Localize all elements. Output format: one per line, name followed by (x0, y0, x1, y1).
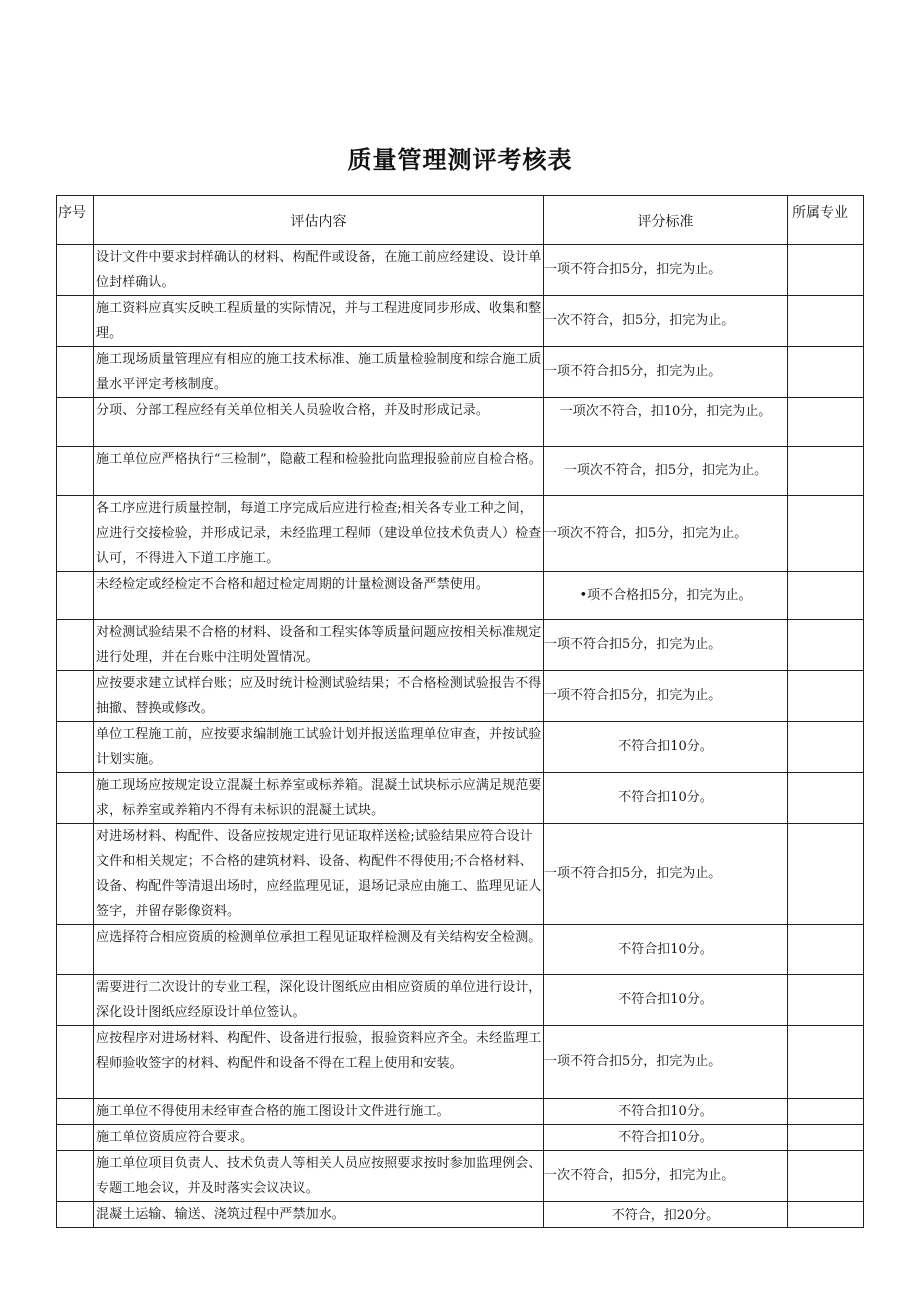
major-cell (788, 773, 864, 824)
standard-cell: 不符合扣10分。 (544, 1125, 788, 1151)
major-cell (788, 620, 864, 671)
index-cell (57, 572, 94, 620)
table-row (57, 1202, 864, 1228)
table-row (57, 975, 864, 1026)
standard-cell: 不符合扣10分。 (544, 1099, 788, 1125)
content-cell: 未经检定或经检定不合格和超过检定周期的计量检测设备严禁使用。 (94, 572, 544, 620)
content-cell: 应按要求建立试样台账；应及时统计检测试验结果；不合格检测试验报告不得抽撤、替换或修改。 (94, 671, 544, 722)
content-cell: 施工现场应按规定设立混凝土标养室或标养箱。混凝土试块标示应满足规范要求，标养室或养箱内不得有未标识的混凝土试块。 (94, 773, 544, 824)
table-row (57, 572, 864, 620)
content-cell: 施工现场质量管理应有相应的施工技术标准、施工质量检验制度和综合施工质量水平评定考核制度。 (94, 347, 544, 398)
header-standard: 评分标准 (544, 196, 788, 245)
standard-cell: 一项不符合扣5分，扣完为止。 (544, 824, 788, 925)
table-row (57, 773, 864, 824)
table-row (57, 447, 864, 496)
major-cell (788, 1099, 864, 1125)
index-cell (57, 722, 94, 773)
index-cell (57, 398, 94, 447)
standard-cell: 一项不符合扣5分，扣完为止。 (544, 620, 788, 671)
standard-cell: 一项不符合扣5分，扣完为止。 (544, 1026, 788, 1099)
standard-cell: 不符合扣10分。 (544, 722, 788, 773)
index-cell (57, 925, 94, 975)
major-cell (788, 1151, 864, 1202)
content-cell: 施工单位不得使用未经审查合格的施工图设计文件进行施工。 (94, 1099, 544, 1125)
content-cell: 对检测试验结果不合格的材料、设备和工程实体等质量问题应按相关标准规定进行处理，并在台账中注明处置情况。 (94, 620, 544, 671)
table-row (57, 620, 864, 671)
content-cell: 应选择符合相应资质的检测单位承担工程见证取样检测及有关结构安全检测。 (94, 925, 544, 975)
table-row (57, 824, 864, 925)
index-cell (57, 1125, 94, 1151)
index-cell (57, 1151, 94, 1202)
table-row (57, 398, 864, 447)
major-cell (788, 824, 864, 925)
index-cell (57, 671, 94, 722)
index-cell (57, 773, 94, 824)
header-content: 评估内容 (94, 196, 544, 245)
table-row (57, 1099, 864, 1125)
standard-cell: •项不合格扣5分，扣完为止。 (544, 572, 788, 620)
standard-cell: 不符合扣10分。 (544, 925, 788, 975)
table-row (57, 925, 864, 975)
content-cell: 施工单位资质应符合要求。 (94, 1125, 544, 1151)
table-row (57, 722, 864, 773)
major-cell (788, 296, 864, 347)
content-cell: 单位工程施工前，应按要求编制施工试验计划并报送监理单位审查，并按试验计划实施。 (94, 722, 544, 773)
standard-cell: 一项不符合扣5分，扣完为止。 (544, 347, 788, 398)
major-cell (788, 447, 864, 496)
content-cell: 应按程序对进场材料、构配件、设备进行报验，报验资料应齐全。未经监理工程师验收签字的材料、构配件和设备不得在工程上使用和安装。 (94, 1026, 544, 1099)
content-cell: 各工序应进行质量控制，每道工序完成后应进行检查;相关各专业工种之间，应进行交接检验，并形成记录，未经监理工程师（建设单位技术负责人）检查认可，不得进入下道工序施工。 (94, 496, 544, 572)
table-row (57, 245, 864, 296)
assessment-table (56, 195, 864, 1228)
content-cell: 施工单位应严格执行“三检制”，隐蔽工程和检验批向监理报验前应自检合格。 (94, 447, 544, 496)
header-index: 序号 (57, 196, 94, 245)
major-cell (788, 671, 864, 722)
index-cell (57, 296, 94, 347)
major-cell (788, 1026, 864, 1099)
major-cell (788, 496, 864, 572)
content-cell: 对进场材料、构配件、设备应按规定进行见证取样送检;试验结果应符合设计文件和相关规定；不合格的建筑材料、设备、构配件不得使用;不合格材料、设备、构配件等清退出场时，应经监理见证，退场记录应由施工、监理见证人签字，并留存影像资料。 (94, 824, 544, 925)
standard-cell: 一项不符合扣5分，扣完为止。 (544, 245, 788, 296)
table-row (57, 1151, 864, 1202)
index-cell (57, 245, 94, 296)
standard-cell: 一次不符合，扣5分，扣完为止。 (544, 1151, 788, 1202)
content-cell: 需要进行二次设计的专业工程，深化设计图纸应由相应资质的单位进行设计，深化设计图纸应经原设计单位签认。 (94, 975, 544, 1026)
major-cell (788, 245, 864, 296)
page-title: 质量管理测评考核表 (347, 146, 573, 174)
content-cell: 设计文件中要求封样确认的材料、构配件或设备，在施工前应经建设、设计单位封样确认。 (94, 245, 544, 296)
index-cell (57, 620, 94, 671)
content-cell: 分项、分部工程应经有关单位相关人员验收合格，并及时形成记录。 (94, 398, 544, 447)
index-cell (57, 824, 94, 925)
table-header-row (57, 196, 864, 245)
table-row (57, 347, 864, 398)
index-cell (57, 347, 94, 398)
standard-cell: 一项次不符合，扣5分，扣完为止。 (544, 447, 788, 496)
standard-cell: 一次不符合，扣5分，扣完为止。 (544, 296, 788, 347)
table-row (57, 1026, 864, 1099)
major-cell (788, 572, 864, 620)
standard-cell: 不符合扣10分。 (544, 773, 788, 824)
standard-cell: 一项次不符合，扣10分，扣完为止。 (544, 398, 788, 447)
standard-cell: 一项次不符合，扣5分，扣完为止。 (544, 496, 788, 572)
major-cell (788, 1202, 864, 1228)
standard-cell: 一项不符合扣5分，扣完为止。 (544, 671, 788, 722)
index-cell (57, 1026, 94, 1099)
major-cell (788, 925, 864, 975)
index-cell (57, 975, 94, 1026)
standard-cell: 不符合，扣20分。 (544, 1202, 788, 1228)
index-cell (57, 1202, 94, 1228)
content-cell: 施工资料应真实反映工程质量的实际情况，并与工程进度同步形成、收集和整理。 (94, 296, 544, 347)
content-cell: 施工单位项目负责人、技术负责人等相关人员应按照要求按时参加监理例会、专题工地会议，并及时落实会议决议。 (94, 1151, 544, 1202)
major-cell (788, 722, 864, 773)
table-row (57, 496, 864, 572)
table-row (57, 296, 864, 347)
major-cell (788, 347, 864, 398)
content-cell: 混凝土运输、输送、浇筑过程中严禁加水。 (94, 1202, 544, 1228)
standard-cell: 不符合扣10分。 (544, 975, 788, 1026)
index-cell (57, 1099, 94, 1125)
major-cell (788, 1125, 864, 1151)
major-cell (788, 975, 864, 1026)
table-row (57, 1125, 864, 1151)
index-cell (57, 447, 94, 496)
table-row (57, 671, 864, 722)
header-major: 所属专业 (788, 196, 864, 245)
index-cell (57, 496, 94, 572)
major-cell (788, 398, 864, 447)
